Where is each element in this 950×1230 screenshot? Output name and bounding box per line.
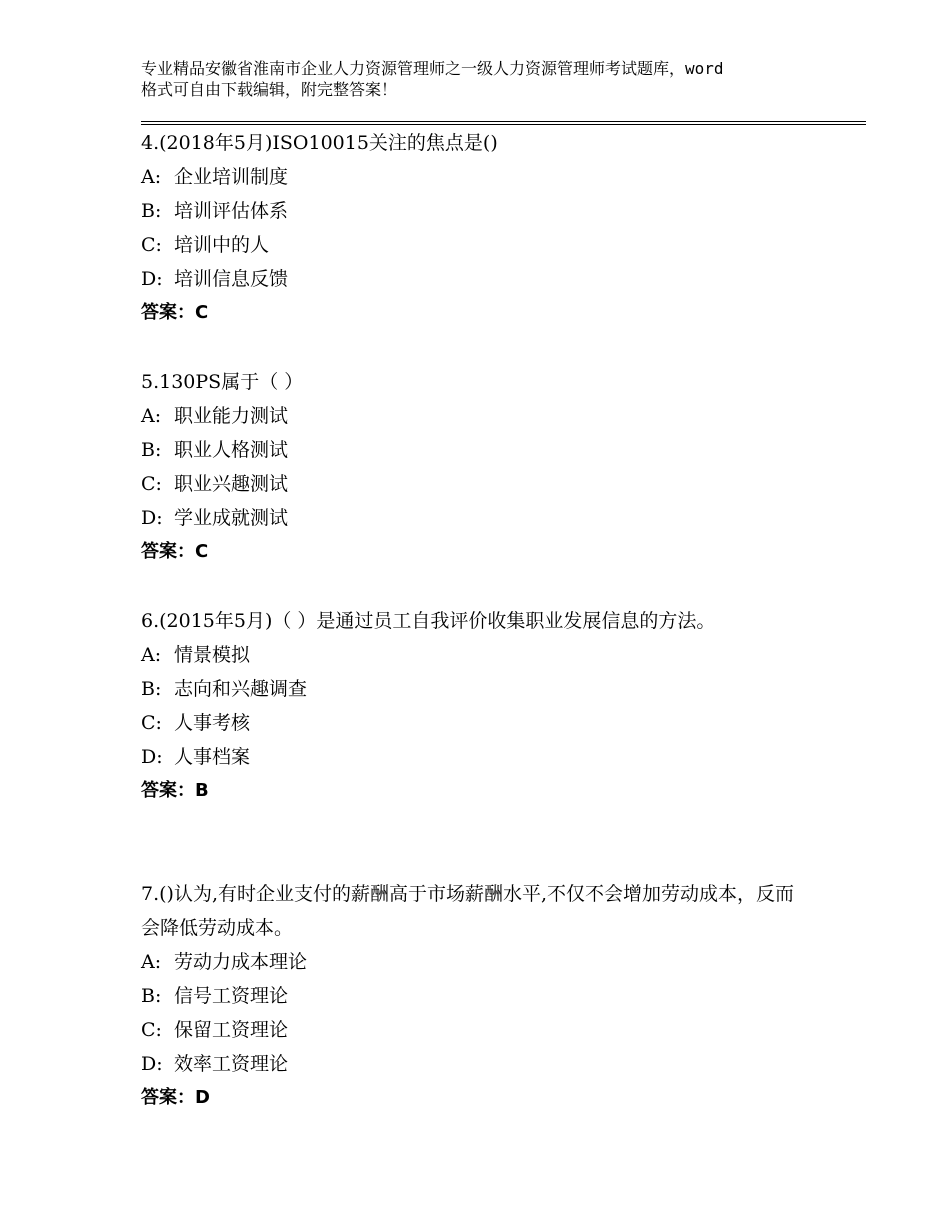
option-b	[141, 672, 811, 706]
option-b	[141, 979, 811, 1013]
option-text: 人事考核	[174, 712, 251, 734]
option-text: 培训中的人	[174, 234, 270, 256]
option-d	[141, 262, 811, 296]
option-letter: D:	[141, 507, 163, 529]
answer-label: 答案：B	[141, 780, 209, 801]
option-letter: A:	[141, 405, 162, 427]
header-divider-top	[141, 121, 866, 122]
question-text: 4.(2018年5月)ISO10015关注的焦点是()	[141, 132, 498, 154]
option-letter: C:	[141, 234, 162, 256]
option-letter: D:	[141, 1053, 163, 1075]
option-d	[141, 501, 811, 535]
question-text: 6.(2015年5月)（ ）是通过员工自我评价收集职业发展信息的方法。	[141, 610, 716, 632]
question-text: 5.130PS属于（ ）	[141, 371, 304, 393]
option-text: 劳动力成本理论	[174, 951, 308, 973]
option-text: 人事档案	[174, 746, 251, 768]
option-text: 情景模拟	[174, 644, 251, 666]
option-text: 效率工资理论	[174, 1053, 289, 1075]
option-letter: A:	[141, 644, 162, 666]
option-c	[141, 228, 811, 262]
option-c	[141, 467, 811, 501]
option-text: 信号工资理论	[174, 985, 289, 1007]
option-text: 培训评估体系	[174, 200, 289, 222]
option-letter: B:	[141, 678, 162, 700]
document-header	[141, 58, 841, 100]
option-letter: C:	[141, 473, 162, 495]
option-letter: C:	[141, 712, 162, 734]
option-text: 职业人格测试	[174, 439, 289, 461]
answer-label: 答案：D	[141, 1087, 210, 1108]
option-text: 培训信息反馈	[174, 268, 289, 290]
option-text: 志向和兴趣调查	[174, 678, 308, 700]
option-a	[141, 399, 811, 433]
question-7	[141, 877, 811, 1115]
option-a	[141, 638, 811, 672]
header-line-1: 专业精品安徽省淮南市企业人力资源管理师之一级人力资源管理师考试题库，word	[141, 59, 724, 78]
option-letter: D:	[141, 746, 163, 768]
option-a	[141, 160, 811, 194]
option-d	[141, 740, 811, 774]
question-5	[141, 365, 811, 569]
option-letter: B:	[141, 985, 162, 1007]
option-a	[141, 945, 811, 979]
answer-label: 答案：C	[141, 541, 209, 562]
header-line-2: 格式可自由下载编辑，附完整答案！	[141, 80, 398, 99]
option-text: 企业培训制度	[174, 166, 289, 188]
option-letter: B:	[141, 200, 162, 222]
option-b	[141, 433, 811, 467]
question-text: 7.()认为,有时企业支付的薪酬高于市场薪酬水平,不仅不会增加劳动成本，反而会降低劳动成本。	[141, 883, 795, 939]
option-letter: C:	[141, 1019, 162, 1041]
option-text: 保留工资理论	[174, 1019, 289, 1041]
option-c	[141, 706, 811, 740]
option-letter: A:	[141, 951, 162, 973]
option-c	[141, 1013, 811, 1047]
option-letter: D:	[141, 268, 163, 290]
option-d	[141, 1047, 811, 1081]
option-text: 职业兴趣测试	[174, 473, 289, 495]
option-text: 职业能力测试	[174, 405, 289, 427]
question-6	[141, 604, 811, 808]
question-4	[141, 126, 811, 330]
answer-label: 答案：C	[141, 302, 209, 323]
option-letter: A:	[141, 166, 162, 188]
option-b	[141, 194, 811, 228]
option-text: 学业成就测试	[174, 507, 289, 529]
option-letter: B:	[141, 439, 162, 461]
header-divider-bottom	[141, 124, 866, 125]
